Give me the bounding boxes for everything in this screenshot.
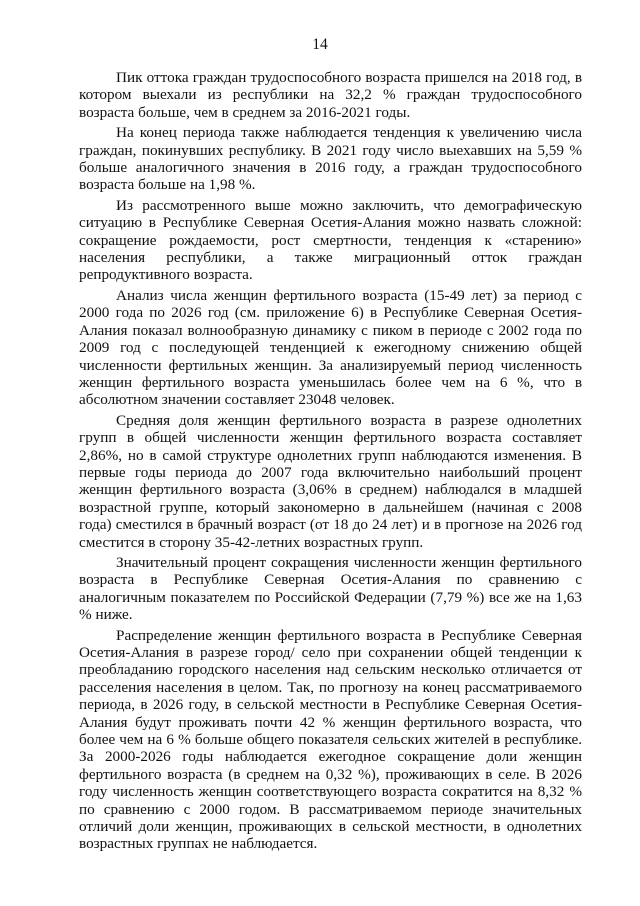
paragraph-3: Из рассмотренного выше можно заключить, что демографическую ситуацию в Республике Северная Осетия-Алания можно назвать сложной: сокращение рождаемости, рост смертности, тенденция к «старению» населения республики, а также миграционный отток граждан репродуктивного возраста.: [79, 196, 582, 284]
paragraph-4: Анализ числа женщин фертильного возраста (15-49 лет) за период с 2000 года по 2026 год (см. приложение 6) в Республике Северная Осетия-Алания показал волнообразную динамику с пиком в периоде с 2002 года по 2009 год с последующей тенденцией к ежегодному снижению общей численности фертильных женщин. За анализируемый период численность женщин фертильного возраста уменьшилась более чем на 6 %, что в абсолютном значении составляет 23048 человек.: [79, 286, 582, 409]
paragraph-7: Распределение женщин фертильного возраста в Республике Северная Осетия-Алания в разрезе город/ село при сохранении общей тенденции к преобладанию городского населения над сельским несколько отличается от расселения населения в целом. Так, по прогнозу на конец рассматриваемого периода, в 2026 году, в сельской местности в Республике Северная Осетия-Алания будут проживать почти 42 % женщин фертильного возраста, что более чем на 6 % больше общего показателя сельских жителей в республике. За 2000-2026 годы наблюдается ежегодное сокращение доли женщин фертильного возраста (в среднем на 0,32 %), проживающих в селе. В 2026 году численность женщин соответствующего возраста сократится на 8,32 % по сравнению с 2000 годом. В рассматриваемом периоде значительных отличий доли женщин, проживающих в сельской местности, в однолетних возрастных группах не наблюдается.: [79, 626, 582, 853]
paragraph-5: Средняя доля женщин фертильного возраста в разрезе однолетних групп в общей численности женщин фертильного возраста составляет 2,86%, но в самой структуре однолетних групп наблюдаются изменения. В первые годы периода до 2007 года включительно наибольший процент женщин фертильного возраста (3,06% в среднем) наблюдался в младшей возрастной группе, который закономерно в дальнейшем (начиная с 2008 года) сместился в брачный возраст (от 18 до 24 лет) и в прогнозе на 2026 год сместится в сторону 35-42-летних возрастных групп.: [79, 411, 582, 551]
paragraph-6: Значительный процент сокращения численности женщин фертильного возраста в Республике Северная Осетия-Алания по сравнению с аналогичным показателем по Российской Федерации (7,79 %) все же на 1,63 % ниже.: [79, 553, 582, 624]
body-text: [79, 69, 582, 856]
page-number: 14: [312, 36, 328, 53]
paragraph-2: На конец периода также наблюдается тенденция к увеличению числа граждан, покинувших республику. В 2021 году число выехавших на 5,59 % больше аналогичного значения в 2016 году, а граждан трудоспособного возраста больше на 1,98 %.: [79, 124, 582, 194]
paragraph-1: Пик оттока граждан трудоспособного возраста пришелся на 2018 год, в котором выехали из республики на 32,2 % граждан трудоспособного возраста больше, чем в среднем за 2016-2021 годы.: [79, 69, 582, 121]
